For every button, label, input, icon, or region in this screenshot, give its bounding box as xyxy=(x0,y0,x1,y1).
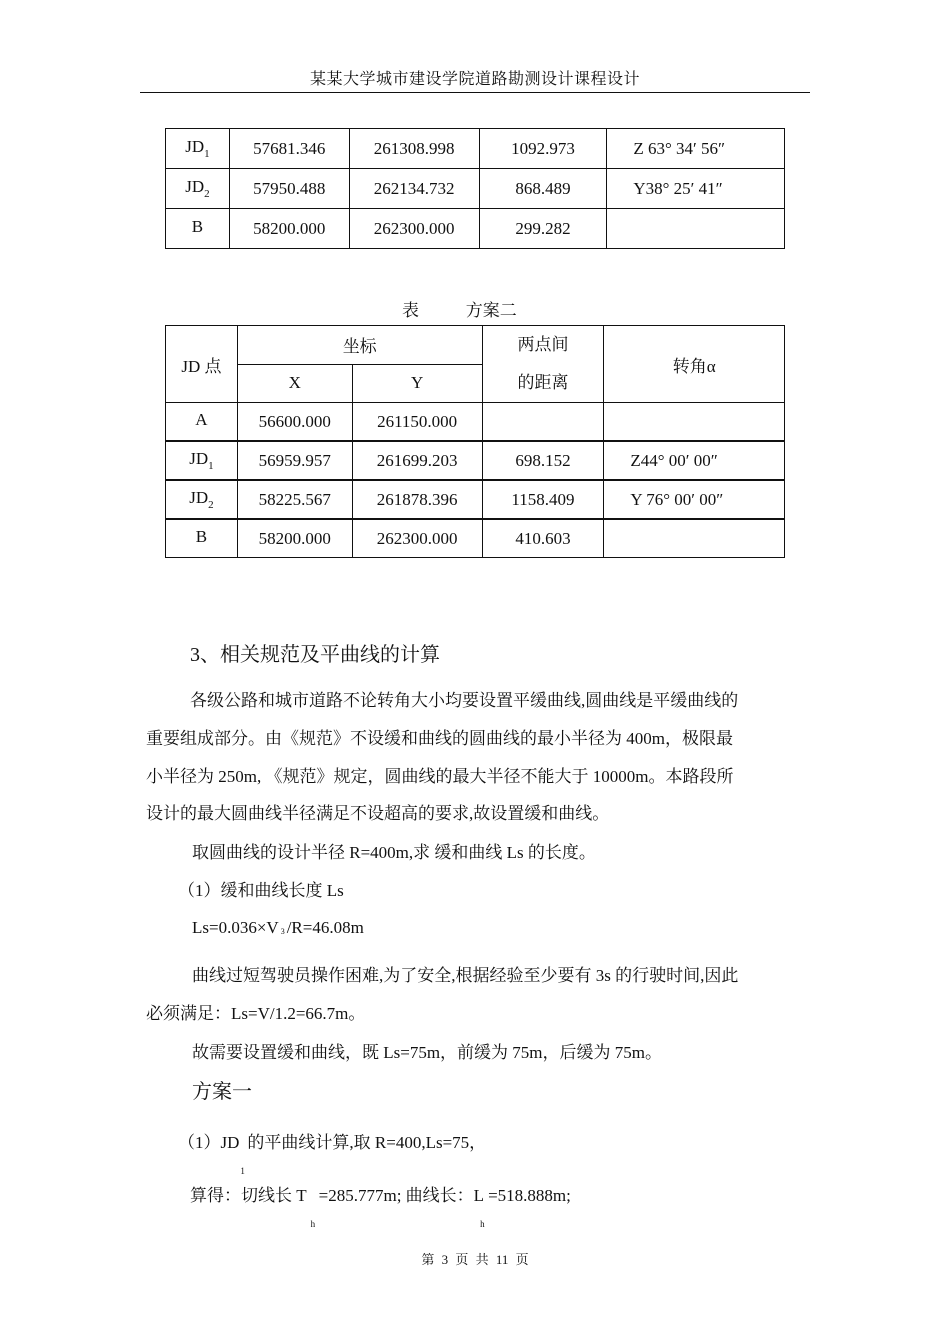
distance-cell: 299.282 xyxy=(479,209,607,249)
distance-cell xyxy=(482,403,604,442)
angle-cell: Y38° 25′ 41″ xyxy=(607,169,785,209)
paragraph-line: 必须满足：Ls=V/1.2=66.7m。 xyxy=(146,1004,366,1023)
paragraph-line: 重要组成部分。由《规范》不设缓和曲线的圆曲线的最小半径为 400m，极限最 xyxy=(146,729,733,748)
page-footer: 第 3 页 共 11 页 xyxy=(421,1252,529,1267)
angle-cell: Z 63° 34′ 56″ xyxy=(607,129,785,169)
distance-cell: 698.152 xyxy=(482,441,604,480)
paragraph-line: 取圆曲线的设计半径 R=400m,求 缓和曲线 Ls 的长度。 xyxy=(192,843,596,862)
angle-cell: Y 76° 00′ 00″ xyxy=(604,480,785,519)
point-cell: $JD_1$ xyxy=(166,129,230,169)
paragraph-line: 曲线过短驾驶员操作困难,为了安全,根据经验至少要有 3s 的行驶时间,因此 xyxy=(192,966,739,985)
header-coordinates: 坐标 xyxy=(237,326,482,365)
y-cell: 261878.396 xyxy=(352,480,482,519)
point-cell: $JD_2$ xyxy=(166,480,238,519)
paragraph-line: （1）缓和曲线长度 Ls xyxy=(178,881,344,900)
page-header: 某某大学城市建设学院道路勘测设计课程设计 xyxy=(309,71,640,88)
table-header-row xyxy=(166,326,785,365)
x-cell: 58225.567 xyxy=(237,480,352,519)
y-cell: 262300.000 xyxy=(349,209,479,249)
table-row xyxy=(166,441,785,480)
x-cell: 58200.000 xyxy=(229,209,349,249)
y-cell: 261150.000 xyxy=(352,403,482,442)
formula-line: Ls=0.036×V 3 /R=46.08m xyxy=(192,918,364,937)
header-jd-point: JD 点 xyxy=(166,326,238,403)
x-cell: 56600.000 xyxy=(237,403,352,442)
header-rule xyxy=(140,92,810,93)
paragraph-line: 算得：切线长 T h =285.777m; 曲线长：L h =518.888m; xyxy=(190,1186,571,1229)
caption-label: 表 xyxy=(402,301,419,320)
x-cell: 57950.488 xyxy=(229,169,349,209)
x-cell: 58200.000 xyxy=(237,519,352,558)
x-cell: 56959.957 xyxy=(237,441,352,480)
distance-cell: 410.603 xyxy=(482,519,604,558)
table-row xyxy=(166,519,785,558)
paragraph-line: 故需要设置缓和曲线，既 Ls=75m，前缓为 75m，后缓为 75m。 xyxy=(192,1043,663,1062)
header-x: X xyxy=(237,364,352,403)
section-heading: 3、相关规范及平曲线的计算 xyxy=(190,644,440,666)
paragraph-line: 小半径为 250m, 《规范》规定，圆曲线的最大半径不能大于 10000m。本路段所 xyxy=(146,767,734,786)
paragraph-line: 各级公路和城市道路不论转角大小均要设置平缓曲线,圆曲线是平缓曲线的 xyxy=(190,691,739,710)
table-row xyxy=(166,169,785,209)
y-cell: 261699.203 xyxy=(352,441,482,480)
y-cell: 261308.998 xyxy=(349,129,479,169)
header-turn-angle: 转角α xyxy=(604,326,785,403)
table-caption xyxy=(402,296,517,321)
coordinate-table-scheme-two xyxy=(165,325,785,558)
y-cell: 262300.000 xyxy=(352,519,482,558)
header-y: Y xyxy=(352,364,482,403)
distance-cell: 868.489 xyxy=(479,169,607,209)
caption-title: 方案二 xyxy=(465,301,517,320)
coordinate-table-scheme-one xyxy=(165,128,785,249)
y-cell: 262134.732 xyxy=(349,169,479,209)
angle-cell xyxy=(607,209,785,249)
paragraph-line: 设计的最大圆曲线半径满足不设超高的要求,故设置缓和曲线。 xyxy=(146,804,610,823)
table-row xyxy=(166,129,785,169)
point-cell: $JD_2$ xyxy=(166,169,230,209)
table-row xyxy=(166,209,785,249)
distance-cell: 1092.973 xyxy=(479,129,607,169)
paragraph-line: （1）JD 1 的平曲线计算,取 R=400,Ls=75， xyxy=(178,1133,487,1176)
distance-cell: 1158.409 xyxy=(482,480,604,519)
point-cell: $JD_1$ xyxy=(166,441,238,480)
angle-cell: Z44° 00′ 00″ xyxy=(604,441,785,480)
point-cell: A xyxy=(166,403,238,442)
x-cell: 57681.346 xyxy=(229,129,349,169)
angle-cell xyxy=(604,519,785,558)
point-cell: B xyxy=(166,519,238,558)
table-row xyxy=(166,480,785,519)
point-cell: B xyxy=(166,209,230,249)
table-row xyxy=(166,403,785,442)
angle-cell xyxy=(604,403,785,442)
header-distance: 两点间 的距离 xyxy=(482,326,604,403)
scheme-heading: 方案一 xyxy=(192,1081,252,1103)
